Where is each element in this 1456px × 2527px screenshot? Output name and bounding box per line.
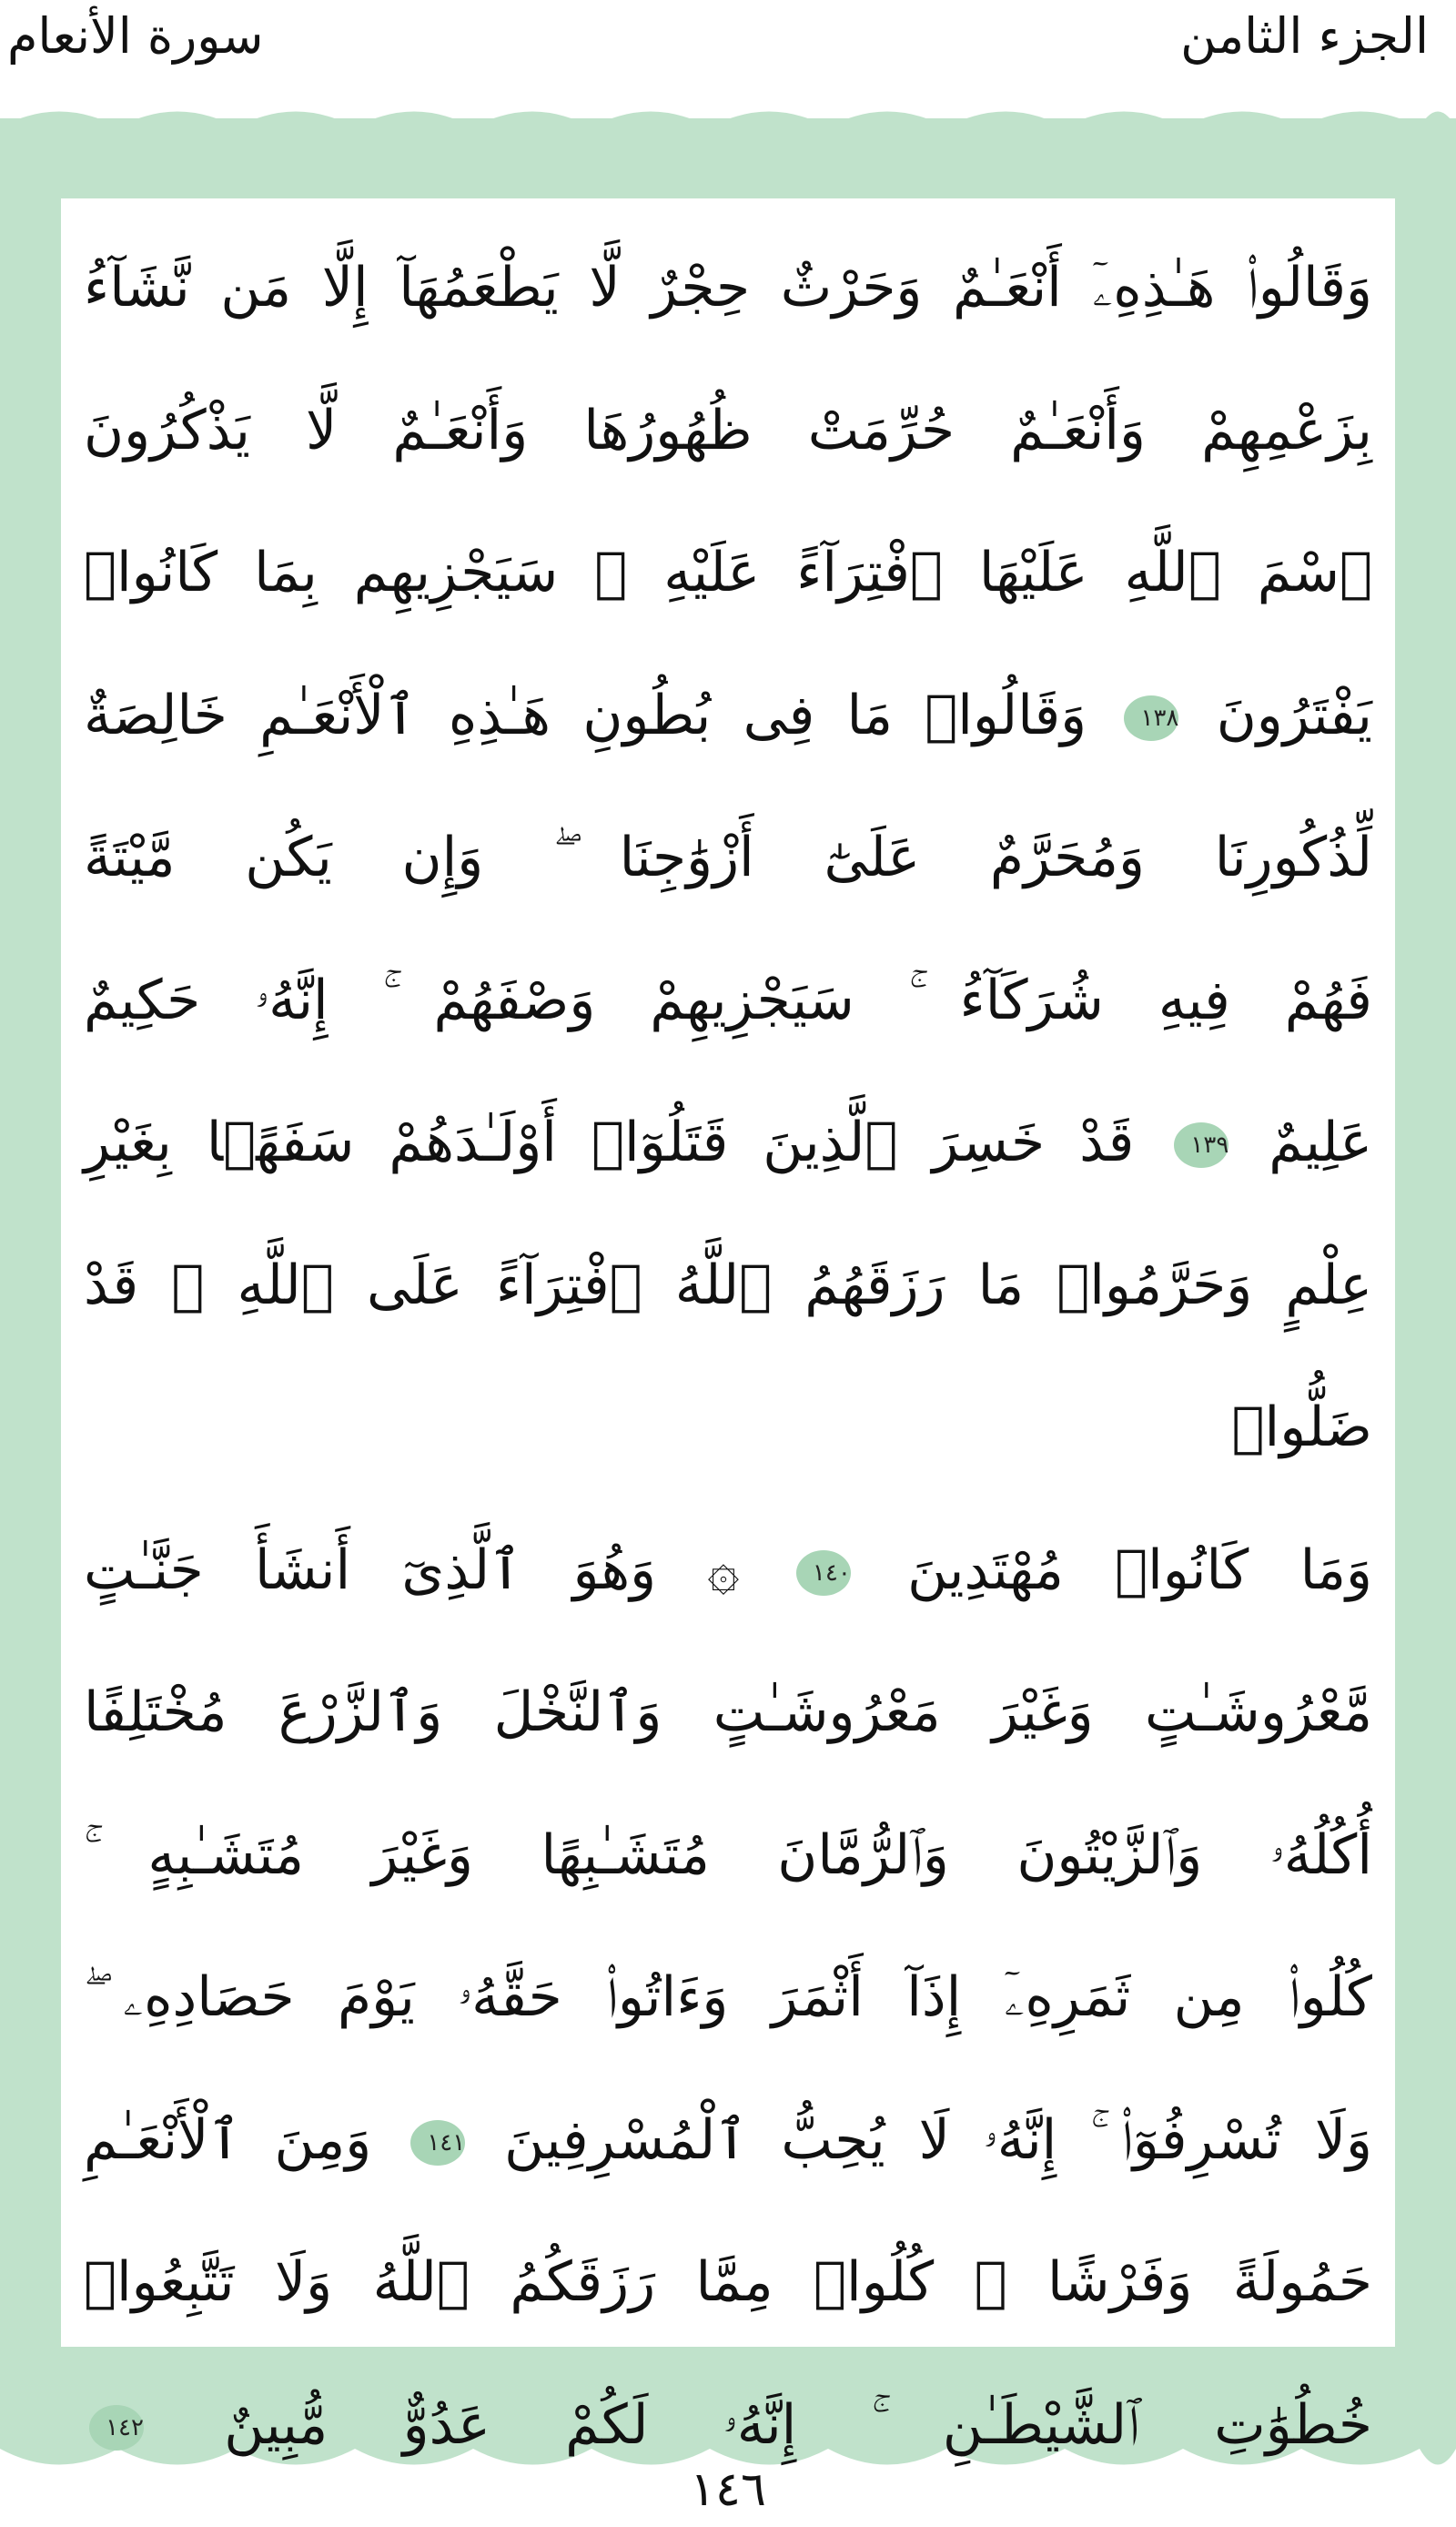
text-line: عِلْمٍ وَحَرَّمُوا۟ مَا رَزَقَهُمُ ٱللَّهُ ٱفْتِرَآءً عَلَى ٱللَّهِ ۚ قَدْ ضَلُّوا۟ (84, 1253, 1372, 1459)
verse-text: خُطُوَٰتِ ٱلشَّيْطَـٰنِ ۚ إِنَّهُۥ لَكُمْ عَدُوٌّ مُّبِينٌ (224, 2392, 1373, 2457)
verse-text: قَدْ خَسِرَ ٱلَّذِينَ قَتَلُوٓا۟ أَوْلَـٰدَهُمْ سَفَهًۢا بِغَيْرِ (84, 1111, 1135, 1174)
verse-text: وَقَالُوا۟ مَا فِى بُطُونِ هَـٰذِهِ ٱلْأَنْعَـٰمِ خَالِصَةٌ (84, 683, 1087, 747)
text-line: وَقَالُوا۟ هَـٰذِهِۦٓ أَنْعَـٰمٌ وَحَرْثٌ حِجْرٌ لَّا يَطْعَمُهَآ إِلَّا مَن نَّشَآءُ (84, 256, 1372, 320)
page-number: ١٤٦ (690, 2462, 766, 2517)
text-line (84, 1071, 1372, 1214)
verse-text: ۞ وَهُوَ ٱلَّذِىٓ أَنشَأَ جَنَّـٰتٍ (84, 1538, 740, 1602)
juz-title: الجزء الثامن (1180, 7, 1429, 65)
verse-text: يَفْتَرُونَ (1216, 683, 1372, 747)
verse-text: وَمَا كَانُوا۟ مُهْتَدِينَ (907, 1538, 1372, 1602)
text-line (84, 1499, 1372, 1642)
text-line (84, 644, 1372, 787)
text-line: مَّعْرُوشَـٰتٍ وَغَيْرَ مَعْرُوشَـٰتٍ وَٱلنَّخْلَ وَٱلزَّرْعَ مُخْتَلِفًا (84, 1680, 1372, 1744)
text-line: فَهُمْ فِيهِ شُرَكَآءُ ۚ سَيَجْزِيهِمْ وَصْفَهُمْ ۚ إِنَّهُۥ حَكِيمٌ (84, 968, 1372, 1032)
text-line: حَمُولَةً وَفَرْشًا ۚ كُلُوا۟ مِمَّا رَزَقَكُمُ ٱللَّهُ وَلَا تَتَّبِعُوا۟ (84, 2250, 1372, 2314)
text-line: كُلُوا۟ مِن ثَمَرِهِۦٓ إِذَآ أَثْمَرَ وَءَاتُوا۟ حَقَّهُۥ يَوْمَ حَصَادِهِۦ ۖ (84, 1965, 1372, 2029)
verse-text: عَلِيمٌ (1269, 1111, 1372, 1174)
text-line (84, 2069, 1372, 2212)
ayah-number-marker: ١٣٩ (1174, 1122, 1228, 1168)
surah-title: سورة الأنعام (7, 7, 264, 65)
text-line: لِّذُكُورِنَا وَمُحَرَّمٌ عَلَىٰٓ أَزْوَٰجِنَا ۖ وَإِن يَكُن مَّيْتَةً (84, 826, 1372, 889)
ayah-number-marker: ١٤١ (410, 2120, 465, 2166)
quran-text (84, 217, 1372, 2496)
text-line: ٱسْمَ ٱللَّهِ عَلَيْهَا ٱفْتِرَآءً عَلَيْهِ ۚ سَيَجْزِيهِم بِمَا كَانُوا۟ (84, 541, 1372, 604)
verse-text: وَلَا تُسْرِفُوٓا۟ ۚ إِنَّهُۥ لَا يُحِبُّ ٱلْمُسْرِفِينَ (504, 2107, 1373, 2172)
ayah-number-marker: ١٣٨ (1124, 695, 1178, 741)
ayah-number-marker: ١٤٠ (796, 1550, 851, 1596)
text-line: أُكُلُهُۥ وَٱلزَّيْتُونَ وَٱلرُّمَّانَ مُتَشَـٰبِهًا وَغَيْرَ مُتَشَـٰبِهٍ ۚ (84, 1822, 1372, 1887)
verse-text: وَمِنَ ٱلْأَنْعَـٰمِ (84, 2107, 372, 2172)
ayah-number-marker: ١٤٢ (89, 2405, 144, 2451)
text-line: بِزَعْمِهِمْ وَأَنْعَـٰمٌ حُرِّمَتْ ظُهُورُهَا وَأَنْعَـٰمٌ لَّا يَذْكُرُونَ (84, 398, 1372, 462)
